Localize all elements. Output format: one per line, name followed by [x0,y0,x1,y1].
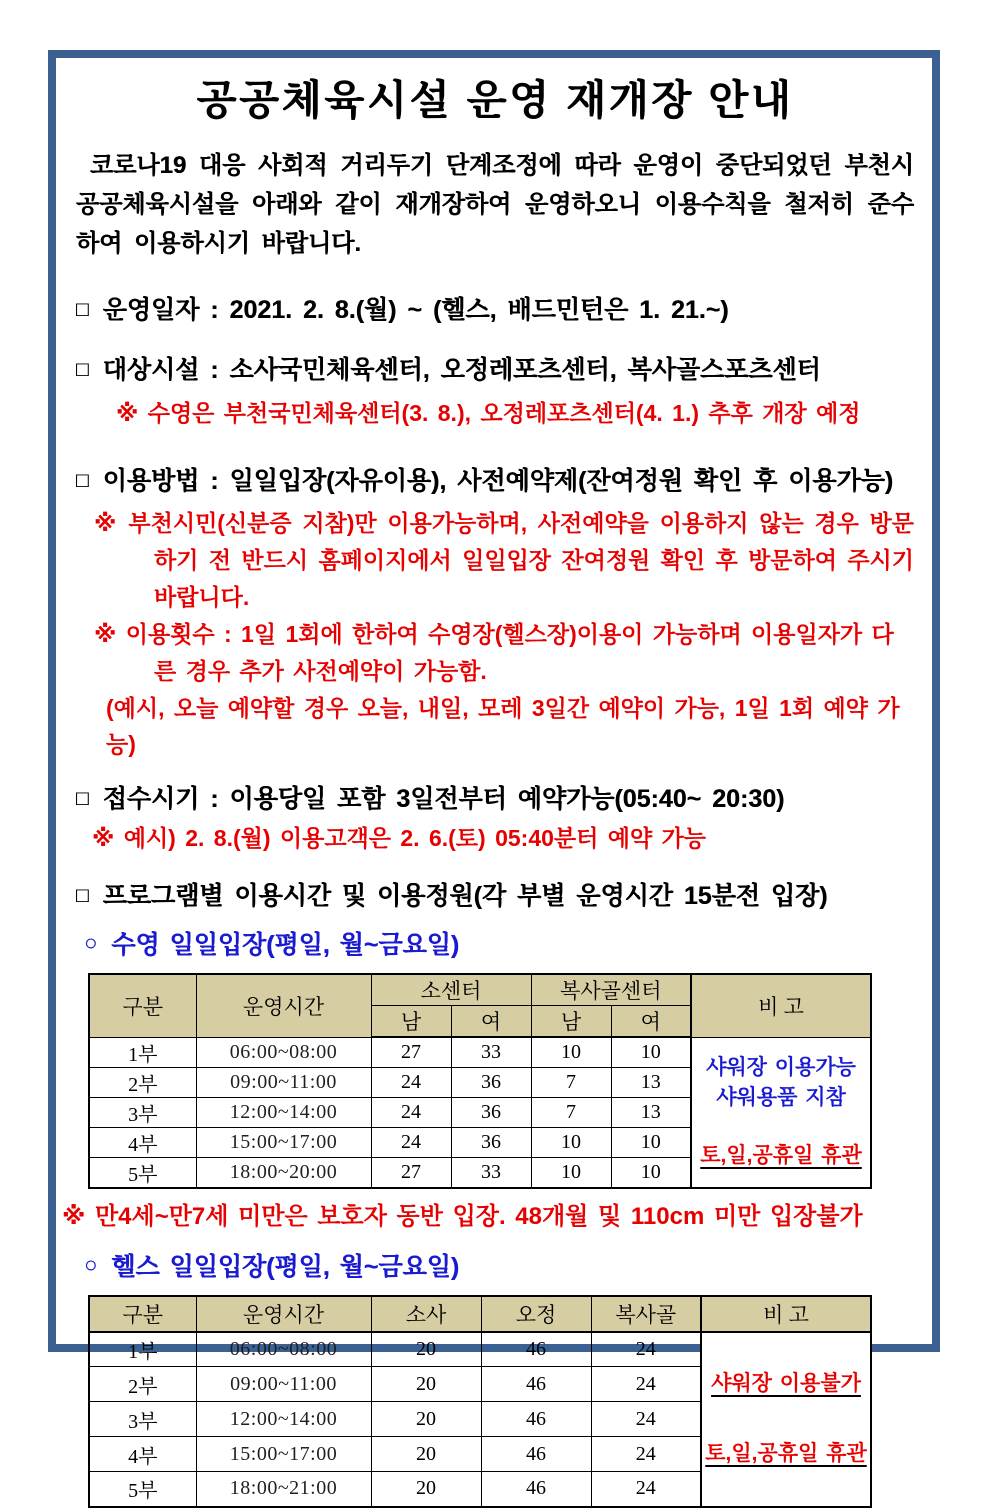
table-cell: 1부 [89,1037,196,1067]
remark-shower-unavailable: 샤워장 이용불가 [711,1372,861,1395]
table-cell: 09:00~11:00 [196,1067,371,1097]
health-remark-cell [701,1332,871,1507]
table-cell: 24 [591,1402,701,1437]
header-cell: 구분 [89,974,196,1037]
note-reception-example: ※ 예시) 2. 8.(월) 이용고객은 2. 6.(토) 05:40분터 예약 가능 [92,825,706,851]
intro-paragraph: 코로나19 대응 사회적 거리두기 단계조정에 따라 운영이 중단되었던 부천시 공공체육시설을 아래와 같이 재개장하여 운영하오니 이용수칙을 철저히 준수하여 이용하시기 바랍니다. [76,152,914,257]
table-cell: 06:00~08:00 [196,1037,371,1067]
section-title: 대상시설 : 소사국민체육센터, 오정레포츠센터, 복사골스포츠센터 [102,356,821,384]
table-cell: 10 [531,1037,611,1067]
table-cell: 5부 [89,1472,196,1507]
header-cell: 소센터 [371,974,531,1006]
remark-closed-days: 토,일,공휴일 휴관 [700,1144,862,1167]
health-subsection-heading [84,1247,914,1283]
table-cell: 46 [481,1437,591,1472]
note-age-restriction: ※ 만4세~만7세 미만은 보호자 동반 입장. 48개월 및 110cm 미만 입장불가 [62,1202,863,1230]
table-cell: 46 [481,1402,591,1437]
table-cell: 24 [591,1472,701,1507]
table-cell: 27 [371,1037,451,1067]
remark-bring-supplies: 샤워용품 지참 [716,1086,846,1109]
subsection-title: 헬스 일일입장(평일, 월~금요일) [111,1252,460,1281]
table-cell: 20 [371,1332,481,1367]
health-table [88,1295,872,1508]
section-target-facilities [76,355,914,385]
table-cell: 33 [451,1157,531,1188]
table-cell: 12:00~14:00 [196,1097,371,1127]
section-program-schedule [76,881,914,911]
table-cell: 36 [451,1097,531,1127]
table-cell: 24 [591,1437,701,1472]
table-cell: 36 [451,1067,531,1097]
section-usage-method [76,466,914,496]
table-cell: 46 [481,1367,591,1402]
table-cell: 5부 [89,1157,196,1188]
table-cell: 7 [531,1067,611,1097]
table-cell: 46 [481,1332,591,1367]
table-cell: 20 [371,1367,481,1402]
header-cell: 복사골센터 [531,974,691,1006]
table-cell: 10 [611,1037,691,1067]
section-title: 운영일자 : 2021. 2. 8.(월) ~ (헬스, 배드민턴은 1. 21.~) [102,296,729,324]
table-cell: 18:00~21:00 [196,1472,371,1507]
table-cell: 3부 [89,1402,196,1437]
header-cell: 오정 [481,1296,591,1332]
circle-icon: ○ [84,1251,98,1277]
notice-frame [48,50,940,1503]
checkbox-icon: □ [76,298,89,321]
table-cell: 24 [371,1127,451,1157]
table-cell: 20 [371,1437,481,1472]
header-cell: 비 고 [701,1296,871,1332]
table-cell: 09:00~11:00 [196,1367,371,1402]
section-title: 접수시기 : 이용당일 포함 3일전부터 예약가능(05:40~ 20:30) [102,785,785,813]
section-title: 이용방법 : 일일입장(자유이용), 사전예약제(잔여정원 확인 후 이용가능) [102,467,894,495]
header-cell: 소사 [371,1296,481,1332]
section-reception-period [76,784,914,814]
table-cell: 20 [371,1402,481,1437]
table-cell: 46 [481,1472,591,1507]
subsection-title: 수영 일일입장(평일, 월~금요일) [111,931,460,959]
spacer [702,1399,870,1439]
header-cell: 운영시간 [196,1296,371,1332]
table-cell: 2부 [89,1067,196,1097]
table-cell: 1부 [89,1332,196,1367]
table-cell: 2부 [89,1367,196,1402]
table-cell: 06:00~08:00 [196,1332,371,1367]
table-cell: 4부 [89,1437,196,1472]
header-cell: 여 [611,1006,691,1038]
swim-table-header-row-1 [89,974,871,1006]
health-table-header-row [89,1296,871,1332]
header-cell: 운영시간 [196,974,371,1037]
checkbox-icon: □ [76,884,89,907]
table-cell: 15:00~17:00 [196,1127,371,1157]
table-cell: 24 [371,1097,451,1127]
table-cell: 10 [611,1127,691,1157]
swim-remark-cell [691,1037,871,1188]
note-citizen-only: ※ 부천시민(신분증 지참)만 이용가능하며, 사전예약을 이용하지 않는 경우 방문하기 전 반드시 홈페이지에서 일일입장 잔여정원 확인 후 방문하여 주시기 바랍니다. [94,510,914,610]
header-cell: 비 고 [691,974,871,1037]
header-cell: 여 [451,1006,531,1038]
header-cell: 남 [371,1006,451,1038]
section-title: 프로그램별 이용시간 및 이용정원(각 부별 운영시간 15분전 입장) [102,882,828,910]
table-cell: 24 [591,1367,701,1402]
header-cell: 구분 [89,1296,196,1332]
table-cell: 15:00~17:00 [196,1437,371,1472]
table-cell: 27 [371,1157,451,1188]
table-cell: 24 [371,1067,451,1097]
table-cell: 18:00~20:00 [196,1157,371,1188]
page-title: 공공체육시설 운영 재개장 안내 [196,77,794,123]
table-cell: 13 [611,1097,691,1127]
table-row [89,1037,871,1067]
checkbox-icon: □ [76,358,89,381]
header-cell: 복사골 [591,1296,701,1332]
swim-subsection-heading [84,925,914,961]
checkbox-icon: □ [76,787,89,810]
swim-table [88,973,872,1189]
table-cell: 10 [531,1127,611,1157]
table-cell: 13 [611,1067,691,1097]
table-cell: 10 [531,1157,611,1188]
table-cell: 36 [451,1127,531,1157]
table-cell: 12:00~14:00 [196,1402,371,1437]
table-cell: 33 [451,1037,531,1067]
table-cell: 7 [531,1097,611,1127]
spacer [692,1113,870,1141]
table-cell: 24 [591,1332,701,1367]
table-cell: 4부 [89,1127,196,1157]
section-operating-date [76,295,914,325]
header-cell: 남 [531,1006,611,1038]
table-cell: 10 [611,1157,691,1188]
note-usage-count: ※ 이용횟수 : 1일 1회에 한하여 수영장(헬스장)이용이 가능하며 이용일자가 다른 경우 추가 사전예약이 가능함. [94,621,894,684]
table-cell: 20 [371,1472,481,1507]
note-swim-opening: ※ 수영은 부천국민체육센터(3. 8.), 오정레포츠센터(4. 1.) 추후 개장 예정 [116,400,861,426]
remark-closed-days: 토,일,공휴일 휴관 [705,1442,867,1465]
remark-shower-available: 샤워장 이용가능 [706,1056,856,1079]
table-row [89,1332,871,1367]
circle-icon: ○ [84,930,98,955]
table-cell: 3부 [89,1097,196,1127]
checkbox-icon: □ [76,469,89,492]
note-reservation-example: (예시, 오늘 예약할 경우 오늘, 내일, 모레 3일간 예약이 가능, 1일 1회 예약 가능) [106,695,900,757]
